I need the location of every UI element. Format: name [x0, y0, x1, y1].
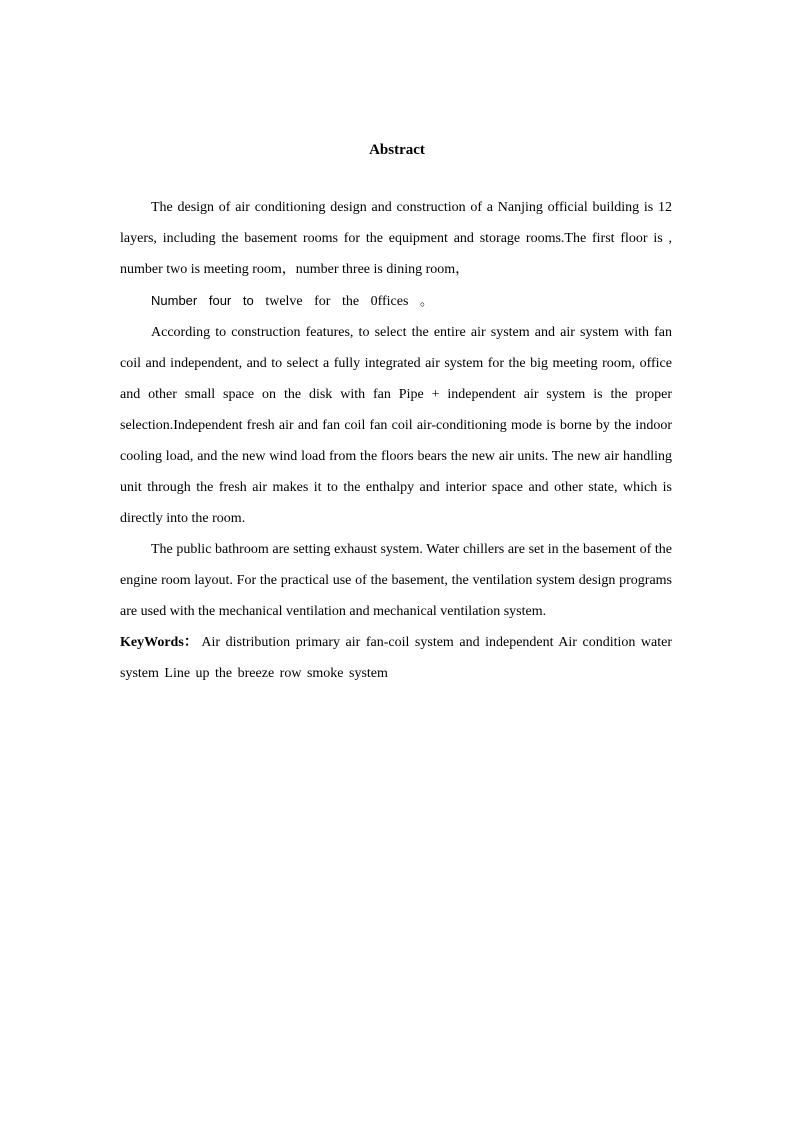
- keywords-line: [120, 627, 672, 689]
- paragraph-1-end-mark: 。: [420, 293, 434, 308]
- paragraph-3: The public bathroom are setting exhaust system. Water chillers are set in the basement of the engine room layout. For the practical use of the basement, the ventilation system design programs are used with the mechanical ventilation and mechanical ventilation system.: [120, 542, 672, 619]
- paragraph-1-sans-text: Number four to: [151, 293, 254, 308]
- keywords-text: Air distribution primary air fan-coil system and independent Air condition water system Line up the breeze row smoke system: [120, 635, 673, 681]
- paragraph-1-serif-text: twelve for the 0ffices: [265, 294, 409, 309]
- paragraph-1-continuation: [120, 285, 672, 317]
- abstract-body: [120, 192, 672, 689]
- keywords-label: KeyWords：: [120, 635, 198, 650]
- paragraph-1: The design of air conditioning design and construction of a Nanjing official building is 12 layers, including the basement rooms for the equipment and storage rooms.The first floor is , number two is meeting room，number three is dining room，: [120, 200, 672, 277]
- abstract-title: Abstract: [369, 142, 425, 158]
- paragraph-2: According to construction features, to select the entire air system and air system with fan coil and independent, and to select a fully integrated air system for the big meeting room, office and other small space on the disk with fan Pipe + independent air system is the proper selection.Independent fresh air and fan coil fan coil air-conditioning mode is borne by the indoor cooling load, and the new wind load from the floors bears the new air units. The new air handling unit through the fresh air makes it to the enthalpy and interior space and other state, which is directly into the room.: [120, 325, 672, 526]
